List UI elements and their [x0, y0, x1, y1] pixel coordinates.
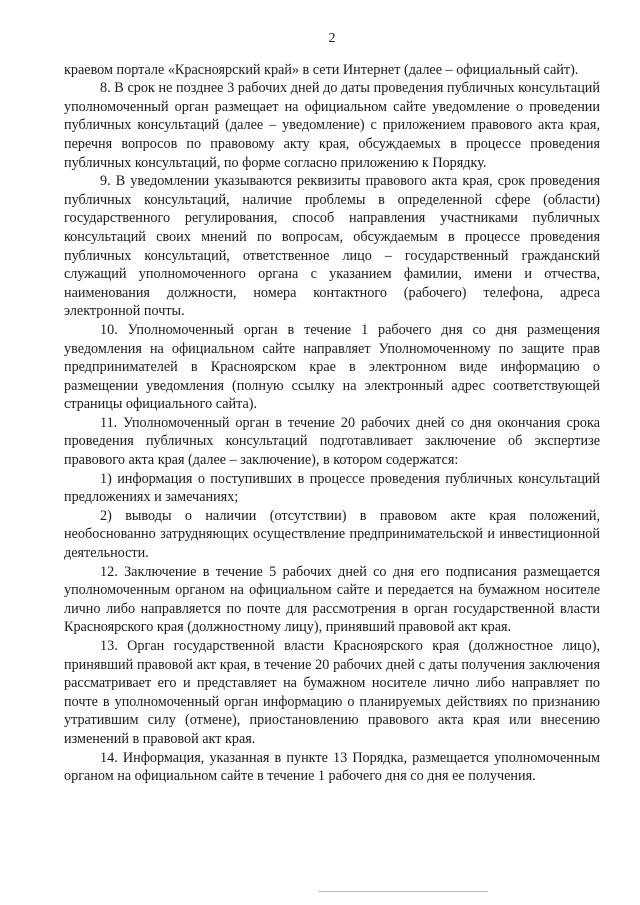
- paragraph-14: 14. Информация, указанная в пункте 13 Порядка, размещается уполномоченным органом на официальном сайте в течение 1 рабочего дня со дня ее получения.: [64, 749, 600, 785]
- paragraph-13: 13. Орган государственной власти Красноярского края (должностное лицо), принявший правовой акт края, в течение 20 рабочих дней с даты получения заключения рассматривает его и представляет на бумажном носителе лично либо направляет по почте в уполномоченный орган информацию о планируемых действиях по признанию утратившим силу (отмене), приостановлению правового акта края или внесению изменений в правовой акт края.: [64, 638, 600, 747]
- paragraph-11-item-2: 2) выводы о наличии (отсутствии) в правовом акте края положений, необоснованно затрудняющих осуществление предпринимательской и инвестиционной деятельности.: [64, 507, 600, 562]
- paragraph-10: 10. Уполномоченный орган в течение 1 рабочего дня со дня размещения уведомления на официальном сайте направляет Уполномоченному по защите прав предпринимателей в Красноярском крае в электронном виде информацию о размещении уведомления (полную ссылку на электронный адрес соответствующей страницы официального сайта).: [64, 321, 600, 413]
- scan-edge-line: [318, 891, 488, 892]
- paragraph-12: 12. Заключение в течение 5 рабочих дней со дня его подписания размещается уполномоченным органом на официальном сайте и передается на бумажном носителе лично либо направляется по почте для рассмотрения в орган государственной власти Красноярского края (должностному лицу), принявший правовой акт края.: [64, 563, 600, 636]
- paragraph-9: 9. В уведомлении указываются реквизиты правового акта края, срок проведения публичных консультаций, наличие проблемы в определенной сфере (области) государственного регулирования, способ направления участниками публичных консультаций своих мнений по вопросам, обсуждаемым в процессе проведения публичных консультаций, ответственное лицо – государственный гражданский служащий уполномоченного органа с указанием фамилии, имени и отчества, наименования должности, номера контактного (рабочего) телефона, адреса электронной почты.: [64, 173, 600, 320]
- paragraph-8: 8. В срок не позднее 3 рабочих дней до даты проведения публичных консультаций уполномоченный орган размещает на официальном сайте уведомление о проведении публичных консультаций (далее – уведомление) с приложением правового акта края, перечня вопросов по правовому акту края, обсуждаемых в процессе проведения публичных консультаций, по форме согласно приложению к Порядку.: [64, 80, 600, 171]
- paragraph-11: 11. Уполномоченный орган в течение 20 рабочих дней со дня окончания срока проведения публичных консультаций подготавливает заключение об экспертизе правового акта края (далее – заключение), в котором содержатся:: [64, 414, 600, 469]
- paragraph-continuation: краевом портале «Красноярский край» в сети Интернет (далее – официальный сайт).: [64, 61, 579, 78]
- paragraph-11-item-1: 1) информация о поступивших в процессе проведения публичных консультаций предложениях и замечаниях;: [64, 470, 600, 506]
- page-number: 2: [328, 31, 336, 46]
